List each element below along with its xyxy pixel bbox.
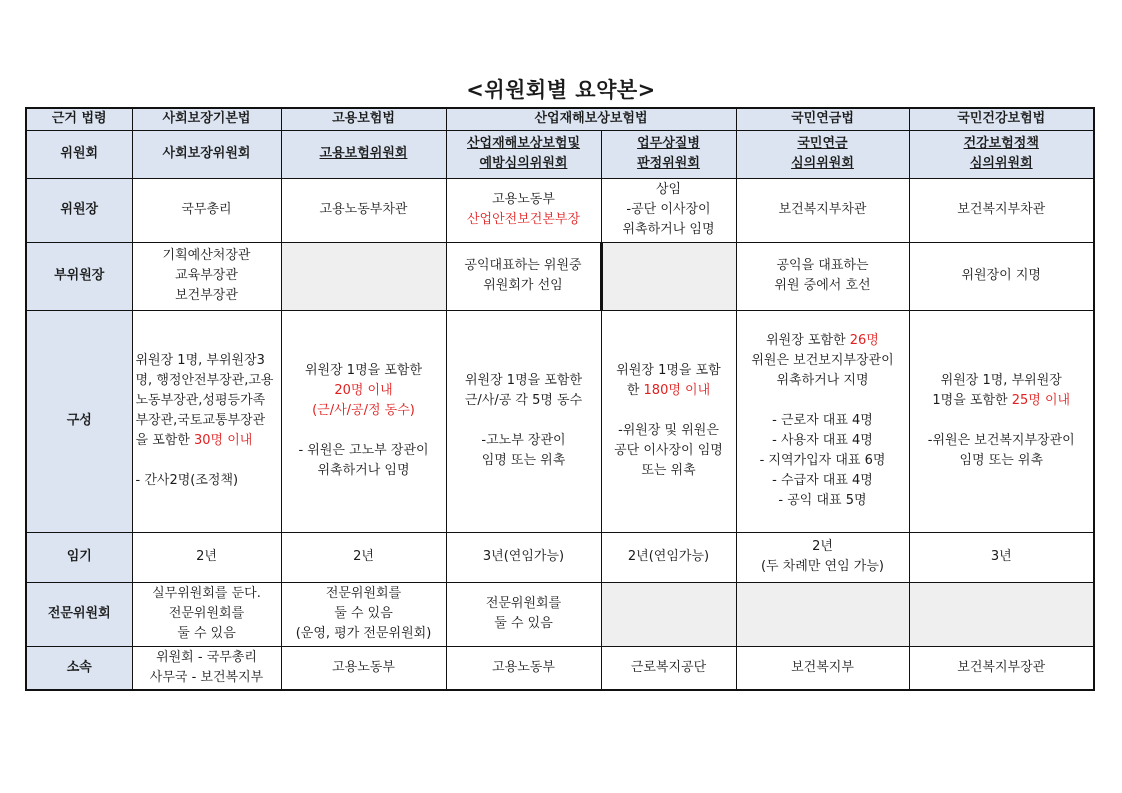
expert-committee-occupational-disease-empty xyxy=(601,582,736,646)
composition-occupational-disease-prefix: 한 xyxy=(626,383,644,398)
composition-iaci-review xyxy=(446,310,601,532)
committee-summary-table xyxy=(25,107,1095,691)
committee-pension xyxy=(736,130,909,178)
composition-pension-highlight: 26명 xyxy=(849,333,879,348)
composition-pension-item-5: - 공익 대표 5명 xyxy=(778,493,867,508)
committee-iaci-review xyxy=(446,130,601,178)
affiliation-iaci-review: 고용노동부 xyxy=(446,646,601,690)
composition-employment-note1: - 위원은 고노부 장관이 xyxy=(298,443,429,458)
expert-committee-iaci-review-line2: 둘 수 있음 xyxy=(494,616,553,631)
committee-occupational-disease xyxy=(601,130,736,178)
term-pension xyxy=(736,532,909,582)
composition-pension-item-4: - 수급자 대표 4명 xyxy=(772,473,873,488)
row-label-term: 임기 xyxy=(26,532,132,582)
committee-iaci-review-line2: 예방심의위원회 xyxy=(479,156,568,171)
term-occupational-disease: 2년(연임가능) xyxy=(601,532,736,582)
expert-committee-social xyxy=(132,582,281,646)
composition-pension-line1 xyxy=(740,331,906,351)
spacer xyxy=(605,401,733,421)
composition-occupational-disease xyxy=(601,310,736,532)
chair-iaci-review-line1: 고용노동부 xyxy=(492,192,555,207)
law-row xyxy=(26,108,1094,130)
row-label-affiliation: 소속 xyxy=(26,646,132,690)
expert-committee-iaci-review-line1: 전문위원회를 xyxy=(485,596,562,611)
composition-pension xyxy=(736,310,909,532)
vice-chair-employment-empty xyxy=(281,242,446,310)
row-label-composition: 구성 xyxy=(26,310,132,532)
affiliation-social-line2: 사무국 - 보건복지부 xyxy=(149,669,264,685)
affiliation-employment: 고용노동부 xyxy=(281,646,446,690)
chair-employment: 고용노동부차관 xyxy=(281,178,446,242)
vice-chair-social-line3: 보건부장관 xyxy=(175,288,238,303)
expert-committee-iaci-review xyxy=(446,582,601,646)
expert-committee-row xyxy=(26,582,1094,646)
committee-occupational-disease-line1: 업무상질병 xyxy=(637,136,700,151)
composition-social-body xyxy=(136,351,278,451)
composition-health-note2: 임명 또는 위촉 xyxy=(959,453,1044,468)
vice-chair-pension xyxy=(736,242,909,310)
term-employment: 2년 xyxy=(281,532,446,582)
composition-employment xyxy=(281,310,446,532)
committee-health-line1: 건강보험정책 xyxy=(963,136,1039,151)
committee-health xyxy=(909,130,1094,178)
spacer xyxy=(136,451,278,471)
chair-occupational-disease-line1: 상임 xyxy=(655,182,682,197)
spacer xyxy=(913,411,1091,431)
vice-chair-social-line2: 교육부장관 xyxy=(175,268,238,283)
committee-pension-line2: 심의위원회 xyxy=(791,156,854,171)
row-label-committee: 위원회 xyxy=(26,130,132,178)
composition-occupational-disease-note3: 또는 위촉 xyxy=(641,463,696,478)
committee-employment-name: 고용보험위원회 xyxy=(319,146,408,161)
vice-chair-social xyxy=(132,242,281,310)
law-social-security: 사회보장기본법 xyxy=(132,108,281,130)
composition-row xyxy=(26,310,1094,532)
chair-occupational-disease-line3: 위촉하거나 임명 xyxy=(622,222,715,237)
row-label-law: 근거 법령 xyxy=(26,108,132,130)
composition-social-text: 위원장 1명, 부위원장3명, 행정안전부장관,고용노동부장관,성평등가족부장관,국토교통부장관을 포함한 xyxy=(135,353,274,448)
composition-health-prefix: 1명을 포함한 xyxy=(932,393,1012,408)
composition-pension-item-3: - 지역가입자 대표 6명 xyxy=(759,453,886,468)
term-health: 3년 xyxy=(909,532,1094,582)
composition-pension-line2: 위원은 보건보지부장관이 xyxy=(751,353,894,368)
committee-health-line2: 심의위원회 xyxy=(969,156,1033,171)
composition-pension-item-2: - 사용자 대표 4명 xyxy=(772,433,873,448)
affiliation-social xyxy=(132,646,281,690)
composition-social-note: - 간사2명(조정책) xyxy=(135,473,239,488)
composition-pension-line3: 위촉하거나 지명 xyxy=(776,373,869,388)
expert-committee-employment xyxy=(281,582,446,646)
chair-row xyxy=(26,178,1094,242)
chair-health: 보건복지부차관 xyxy=(909,178,1094,242)
law-industrial-accident: 산업재해보상보험법 xyxy=(446,108,736,130)
expert-committee-pension-empty xyxy=(736,582,909,646)
committee-social-name: 사회보장위원회 xyxy=(162,146,251,161)
term-row xyxy=(26,532,1094,582)
affiliation-social-line1: 위원회 - 국무총리 xyxy=(156,649,257,665)
spacer xyxy=(450,411,598,431)
law-employment-insurance: 고용보험법 xyxy=(281,108,446,130)
spacer xyxy=(285,421,443,441)
composition-health-note1: -위원은 보건복지부장관이 xyxy=(927,433,1075,448)
composition-employment-line1: 위원장 1명을 포함한 xyxy=(305,363,422,378)
chair-occupational-disease-line2: -공단 이사장이 xyxy=(626,202,711,217)
composition-social xyxy=(132,310,281,532)
law-national-health: 국민건강보험법 xyxy=(909,108,1094,130)
composition-pension-prefix: 위원장 포함한 xyxy=(766,333,850,348)
term-iaci-review: 3년(연임가능) xyxy=(446,532,601,582)
expert-committee-employment-line2: 둘 수 있음 xyxy=(334,606,393,621)
composition-social-highlight: 30명 이내 xyxy=(194,433,253,448)
row-label-vice-chair: 부위원장 xyxy=(26,242,132,310)
committee-occupational-disease-line2: 판정위원회 xyxy=(637,156,700,171)
composition-employment-highlight1: 20명 이내 xyxy=(334,383,393,398)
vice-chair-pension-line2: 위원 중에서 호선 xyxy=(774,278,871,293)
expert-committee-employment-line1: 전문위원회를 xyxy=(325,586,402,601)
row-label-chair: 위원장 xyxy=(26,178,132,242)
expert-committee-social-line1: 실무위원회를 둔다. xyxy=(152,586,261,601)
composition-iaci-review-line1: 위원장 1명을 포함한 xyxy=(465,373,582,388)
row-label-expert-committee: 전문위원회 xyxy=(26,582,132,646)
vice-chair-iaci-review-line1: 공익대표하는 위원중 xyxy=(464,258,582,273)
vice-chair-iaci-review-line2: 위원회가 선임 xyxy=(483,278,563,293)
committee-iaci-review-line1: 산업재해보상보험및 xyxy=(466,136,581,151)
committee-pension-line1: 국민연금 xyxy=(797,136,848,151)
expert-committee-health-empty xyxy=(909,582,1094,646)
vice-chair-occupational-disease-empty xyxy=(601,242,736,310)
composition-iaci-review-note1: -고노부 장관이 xyxy=(481,433,566,448)
vice-chair-health: 위원장이 지명 xyxy=(909,242,1094,310)
document-title: <위원회별 요약본> xyxy=(466,78,656,102)
expert-committee-social-line2: 전문위원회를 xyxy=(168,606,245,621)
committee-row xyxy=(26,130,1094,178)
chair-pension: 보건복지부차관 xyxy=(736,178,909,242)
composition-occupational-disease-note2: 공단 이사장이 임명 xyxy=(614,443,723,458)
composition-occupational-disease-note1: -위원장 및 위원은 xyxy=(618,423,719,438)
composition-employment-note2: 위촉하거나 임명 xyxy=(317,463,410,478)
committee-social xyxy=(132,130,281,178)
composition-health-highlight: 25명 이내 xyxy=(1011,393,1071,408)
composition-occupational-disease-line1: 위원장 1명을 포함 xyxy=(616,363,721,378)
affiliation-row xyxy=(26,646,1094,690)
composition-occupational-disease-highlight: 180명 이내 xyxy=(643,383,711,398)
spacer xyxy=(740,391,906,411)
vice-chair-pension-line1: 공익을 대표하는 xyxy=(776,258,869,273)
chair-social: 국무총리 xyxy=(132,178,281,242)
chair-iaci-review-line2: 산업안전보건본부장 xyxy=(466,212,581,227)
composition-occupational-disease-line2 xyxy=(605,381,733,401)
affiliation-health: 보건복지부장관 xyxy=(909,646,1094,690)
law-national-pension: 국민연금법 xyxy=(736,108,909,130)
chair-occupational-disease xyxy=(601,178,736,242)
term-pension-line1: 2년 xyxy=(812,539,833,554)
term-social: 2년 xyxy=(132,532,281,582)
composition-employment-highlight2: (근/사/공/정 동수) xyxy=(312,403,415,418)
committee-employment xyxy=(281,130,446,178)
expert-committee-social-line3: 둘 수 있음 xyxy=(177,626,236,641)
expert-committee-employment-line3: (운영, 평가 전문위원회) xyxy=(295,626,432,641)
affiliation-pension: 보건복지부 xyxy=(736,646,909,690)
composition-pension-item-1: - 근로자 대표 4명 xyxy=(772,413,873,428)
vice-chair-row xyxy=(26,242,1094,310)
vice-chair-social-line1: 기획예산처장관 xyxy=(162,248,251,263)
composition-iaci-review-note2: 임명 또는 위촉 xyxy=(481,453,566,468)
composition-health-line2 xyxy=(913,391,1091,411)
affiliation-occupational-disease: 근로복지공단 xyxy=(601,646,736,690)
composition-health xyxy=(909,310,1094,532)
composition-iaci-review-line2: 근/사/공 각 5명 동수 xyxy=(464,393,583,408)
vice-chair-iaci-review xyxy=(446,242,601,310)
composition-health-line1: 위원장 1명, 부위원장 xyxy=(940,373,1062,388)
chair-iaci-review xyxy=(446,178,601,242)
term-pension-line2: (두 차례만 연임 가능) xyxy=(760,559,884,574)
